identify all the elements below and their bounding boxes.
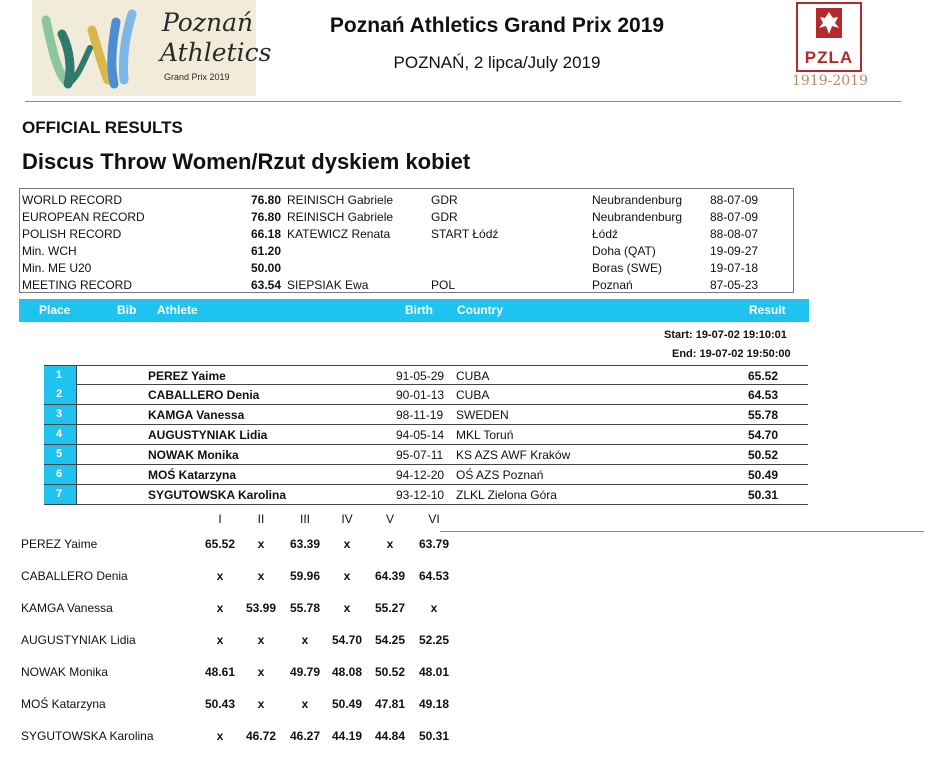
place-cell: [44, 366, 76, 385]
record-athlete: REINISCH Gabriele: [287, 210, 394, 224]
attempt-mark: x: [343, 537, 351, 551]
record-nation: START Łódź: [431, 227, 499, 241]
series-athlete: PEREZ Yaime: [21, 537, 98, 551]
country: OŚ AZS Poznań: [456, 468, 544, 482]
birth-date: 94-12-20: [396, 468, 445, 482]
series-athlete: KAMGA Vanessa: [21, 601, 113, 615]
attempt-mark: 47.81: [374, 697, 406, 711]
place-cell: [44, 445, 76, 464]
record-type: WORLD RECORD: [22, 193, 123, 207]
cell-divider: [76, 485, 77, 504]
col-country: Country: [457, 303, 503, 317]
record-type: MEETING RECORD: [22, 278, 133, 292]
athlete-name: PEREZ Yaime: [148, 369, 226, 383]
series-athlete: MOŚ Katarzyna: [21, 697, 106, 711]
result-mark: 54.70: [747, 428, 778, 442]
record-nation: POL: [431, 278, 456, 292]
athlete-name: NOWAK Monika: [148, 448, 239, 462]
attempt-mark: 48.01: [418, 665, 450, 679]
record-date: 88-07-09: [710, 210, 759, 224]
attempt-header: V: [385, 512, 394, 526]
cell-divider: [76, 405, 77, 424]
record-mark: 63.54: [250, 278, 281, 292]
record-nation: GDR: [431, 210, 458, 224]
start-time: Start: 19-07-02 19:10:01: [664, 329, 787, 341]
place-cell: [44, 425, 76, 444]
country: SWEDEN: [456, 408, 509, 422]
result-row: [44, 385, 808, 405]
attempt-header: VI: [428, 512, 440, 526]
event-subtitle: POZNAŃ, 2 lipca/July 2019: [393, 53, 601, 72]
athlete-name: SYGUTOWSKA Karolina: [148, 488, 287, 502]
attempt-mark: x: [257, 665, 265, 679]
attempt-mark: x: [343, 569, 351, 583]
attempt-mark: x: [216, 601, 224, 615]
result-mark: 55.78: [747, 408, 778, 422]
series-athlete: AUGUSTYNIAK Lidia: [21, 633, 136, 647]
attempt-mark: 55.27: [374, 601, 406, 615]
pzla-label: PZLA: [804, 48, 854, 67]
record-venue: Neubrandenburg: [592, 193, 683, 207]
attempt-mark: 50.52: [374, 665, 406, 679]
record-athlete: KATEWICZ Renata: [287, 227, 391, 241]
record-date: 19-09-27: [710, 244, 759, 258]
place-cell: [44, 405, 76, 424]
result-mark: 64.53: [747, 388, 778, 402]
attempt-mark: 50.49: [331, 697, 363, 711]
attempt-header: IV: [341, 512, 353, 526]
record-mark: 76.80: [250, 210, 281, 224]
place-number: 1: [56, 369, 63, 381]
attempt-header: I: [218, 512, 222, 526]
place-number: 4: [56, 428, 63, 440]
birth-date: 98-11-19: [396, 408, 444, 422]
record-mark: 76.80: [250, 193, 281, 207]
cell-divider: [76, 366, 77, 385]
cell-divider: [76, 425, 77, 444]
end-time: End: 19-07-02 19:50:00: [672, 348, 791, 360]
athlete-name: KAMGA Vanessa: [148, 408, 245, 422]
attempt-mark: 63.39: [289, 537, 321, 551]
place-number: 5: [56, 448, 63, 460]
record-venue: Poznań: [592, 278, 633, 292]
record-mark: 66.18: [250, 227, 281, 241]
result-row: [44, 485, 808, 505]
record-date: 88-07-09: [710, 193, 759, 207]
place-cell: [44, 485, 76, 504]
brand-line-1: Poznań: [162, 8, 254, 37]
place-number: 7: [56, 488, 63, 500]
header-divider: [25, 101, 901, 102]
series-athlete: CABALLERO Denia: [21, 569, 128, 583]
result-mark: 50.31: [747, 488, 778, 502]
result-row: [44, 365, 808, 385]
birth-date: 91-05-29: [396, 369, 445, 383]
record-venue: Doha (QAT): [592, 244, 656, 258]
attempt-mark: x: [216, 633, 224, 647]
record-date: 87-05-23: [710, 278, 759, 292]
brand-line-3: Grand Prix 2019: [164, 72, 230, 82]
series-athlete: NOWAK Monika: [21, 665, 108, 679]
place-number: 6: [56, 468, 63, 480]
attempt-mark: x: [216, 569, 224, 583]
attempt-mark: 46.27: [289, 729, 321, 743]
cell-divider: [76, 445, 77, 464]
attempt-mark: 65.52: [204, 537, 236, 551]
attempt-mark: 54.25: [374, 633, 406, 647]
country: MKL Toruń: [456, 428, 514, 442]
pzla-years: 1919-2019: [792, 73, 868, 89]
attempt-mark: 44.19: [331, 729, 363, 743]
record-nation: GDR: [431, 193, 458, 207]
brand-line-2: Athletics: [160, 38, 272, 67]
attempt-mark: 64.39: [374, 569, 406, 583]
result-row: [44, 405, 808, 425]
result-mark: 50.52: [747, 448, 778, 462]
cell-divider: [76, 385, 77, 404]
col-athlete: Athlete: [157, 303, 198, 317]
birth-date: 90-01-13: [396, 388, 445, 402]
result-mark: 50.49: [747, 468, 778, 482]
record-mark: 50.00: [250, 261, 281, 275]
attempt-mark: 46.72: [245, 729, 277, 743]
attempt-mark: x: [257, 537, 265, 551]
result-row: [44, 445, 808, 465]
attempt-mark: x: [216, 729, 224, 743]
attempt-mark: 52.25: [418, 633, 450, 647]
col-result: Result: [749, 303, 786, 317]
athlete-name: CABALLERO Denia: [148, 388, 260, 402]
results-header: [19, 299, 809, 322]
record-type: Min. WCH: [22, 244, 77, 258]
record-date: 19-07-18: [710, 261, 759, 275]
discipline-title: Discus Throw Women/Rzut dyskiem kobiet: [22, 149, 471, 174]
place-cell: [44, 465, 76, 484]
eagle-emblem-icon: [798, 4, 860, 48]
attempt-mark: x: [430, 601, 438, 615]
place-number: 2: [56, 388, 63, 400]
attempt-mark: x: [343, 601, 351, 615]
country: KS AZS AWF Kraków: [456, 448, 571, 462]
cell-divider: [76, 465, 77, 484]
attempt-mark: x: [257, 569, 265, 583]
attempt-mark: 48.08: [331, 665, 363, 679]
attempt-mark: 49.79: [289, 665, 321, 679]
attempt-header: III: [299, 512, 310, 526]
record-venue: Boras (SWE): [592, 261, 663, 275]
country: CUBA: [456, 388, 490, 402]
athletics-emblem-icon: [32, 0, 162, 96]
attempt-mark: 50.43: [204, 697, 236, 711]
col-place: Place: [39, 303, 71, 317]
attempt-mark: 48.61: [204, 665, 236, 679]
section-title: OFFICIAL RESULTS: [22, 118, 183, 137]
attempt-mark: 50.31: [418, 729, 450, 743]
place-cell: [44, 385, 76, 404]
record-athlete: REINISCH Gabriele: [287, 193, 394, 207]
country: ZLKL Zielona Góra: [456, 488, 557, 502]
record-venue: Neubrandenburg: [592, 210, 683, 224]
attempt-mark: 54.70: [331, 633, 363, 647]
result-mark: 65.52: [747, 369, 778, 383]
place-number: 3: [56, 408, 63, 420]
result-row: [44, 425, 808, 445]
attempt-mark: 59.96: [289, 569, 321, 583]
meeting-logo: [32, 0, 272, 96]
event-title: Poznań Athletics Grand Prix 2019: [329, 14, 665, 37]
series-divider: [440, 531, 924, 532]
record-venue: Łódź: [592, 227, 619, 241]
record-mark: 61.20: [250, 244, 281, 258]
attempt-mark: x: [257, 633, 265, 647]
col-bib: Bib: [117, 303, 137, 317]
attempt-mark: x: [301, 697, 309, 711]
country: CUBA: [456, 369, 490, 383]
athlete-name: MOŚ Katarzyna: [148, 468, 237, 482]
record-date: 88-08-07: [710, 227, 759, 241]
result-row: [44, 465, 808, 485]
attempt-mark: 55.78: [289, 601, 321, 615]
record-type: POLISH RECORD: [22, 227, 122, 241]
birth-date: 93-12-10: [396, 488, 445, 502]
birth-date: 94-05-14: [396, 428, 445, 442]
record-type: Min. ME U20: [22, 261, 92, 275]
birth-date: 95-07-11: [396, 448, 444, 462]
attempt-mark: 64.53: [418, 569, 450, 583]
series-athlete: SYGUTOWSKA Karolina: [21, 729, 154, 743]
attempt-mark: 63.79: [418, 537, 450, 551]
record-athlete: SIEPSIAK Ewa: [287, 278, 369, 292]
attempt-mark: x: [386, 537, 394, 551]
attempt-mark: x: [257, 697, 265, 711]
athlete-name: AUGUSTYNIAK Lidia: [148, 428, 268, 442]
attempt-header: II: [257, 512, 265, 526]
attempt-mark: 49.18: [418, 697, 450, 711]
attempt-mark: x: [301, 633, 309, 647]
attempt-mark: 53.99: [245, 601, 277, 615]
col-birth: Birth: [405, 303, 433, 317]
record-type: EUROPEAN RECORD: [22, 210, 145, 224]
attempt-mark: 44.84: [374, 729, 406, 743]
